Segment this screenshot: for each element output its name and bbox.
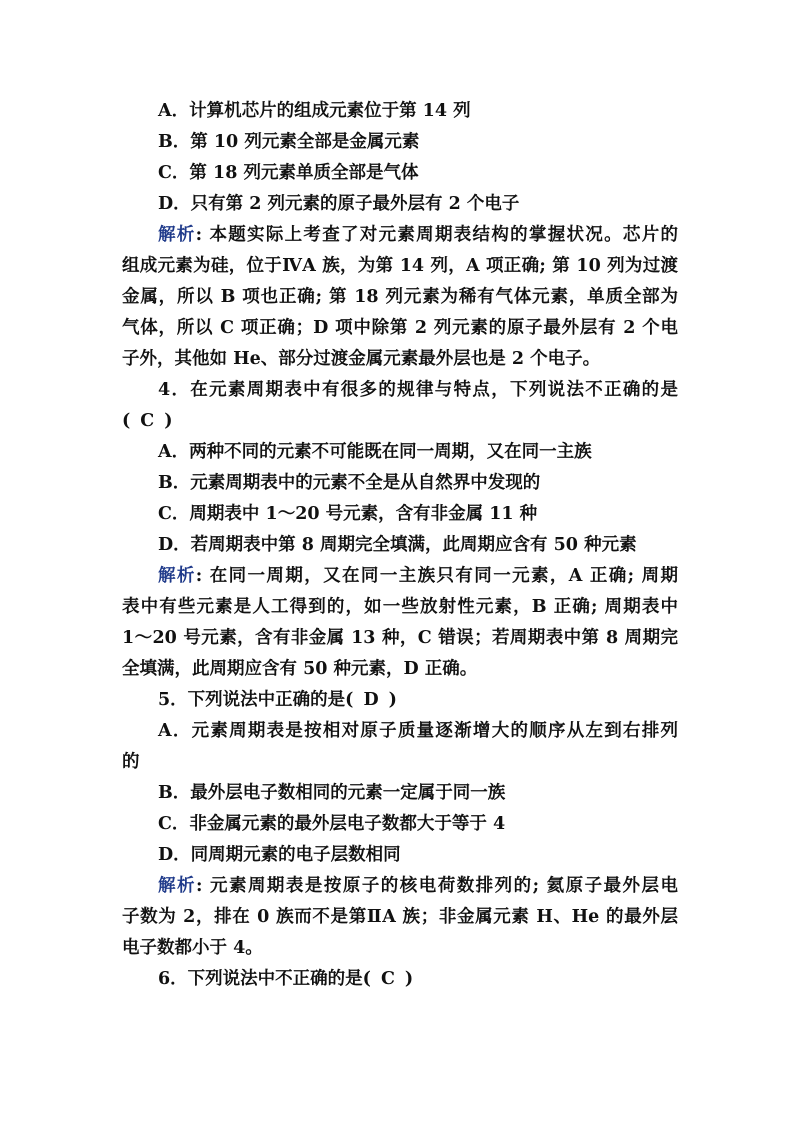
q5-option-b: B．最外层电子数相同的元素一定属于同一族 [158, 783, 506, 803]
q5-stem: 5．下列说法中正确的是( [158, 690, 354, 710]
q4-option-c: C．周期表中 1～20 号元素，含有非金属 11 种 [158, 504, 538, 524]
q5-analysis-text-1: : 元素周期表是按原子的核电荷数排列的; 氦原子最外层电 [195, 876, 679, 896]
q4-answer-open: ( [122, 411, 131, 431]
q3-analysis-line-5: 子外，其他如 He、部分过渡金属元素最外层也是 2 个电子。 [122, 349, 601, 369]
q3-option-d: D．只有第 2 列元素的原子最外层有 2 个电子 [158, 194, 520, 214]
q3-analysis-line-4: 气体，所以 C 项正确；D 项中除第 2 列元素的原子最外层有 2 个电 [122, 318, 678, 338]
q5-stem-line [122, 685, 678, 716]
q5-option-a-line-1: A．元素周期表是按相对原子质量逐渐增大的顺序从左到右排列 [158, 721, 678, 741]
q4-analysis-text-1: : 在同一周期，又在同一主族只有同一元素，A 正确; 周期 [195, 566, 678, 586]
q3-option-b: B．第 10 列元素全部是金属元素 [158, 132, 420, 152]
q5-option-d: D．同周期元素的电子层数相同 [158, 845, 401, 865]
document-body [122, 96, 678, 995]
q5-answer-close: ) [388, 690, 397, 710]
q5-answer: D [363, 690, 379, 710]
q3-analysis-line-1 [122, 220, 678, 251]
q4-answer-line [122, 406, 678, 437]
analysis-label: 解析 [158, 876, 196, 896]
q4-answer: C [140, 411, 155, 431]
q4-analysis-line-1 [122, 561, 678, 592]
q5-analysis-line-3: 电子数都小于 4。 [122, 938, 263, 958]
q6-answer-close: ) [404, 969, 414, 989]
analysis-label: 解析 [158, 225, 196, 245]
q4-analysis-line-4: 全填满，此周期应含有 50 种元素，D 正确。 [122, 659, 478, 679]
analysis-label: 解析 [158, 566, 196, 586]
q5-analysis-line-1 [122, 871, 678, 902]
q5-analysis-line-2: 子数为 2，排在 0 族而不是第ⅡA 族；非金属元素 H、He 的最外层 [122, 907, 678, 927]
q4-option-b: B．元素周期表中的元素不全是从自然界中发现的 [158, 473, 541, 493]
q5-option-a-line-2: 的 [122, 752, 140, 772]
q3-option-a: A．计算机芯片的组成元素位于第 14 列 [158, 101, 471, 121]
q4-analysis-line-2: 表中有些元素是人工得到的，如一些放射性元素，B 正确; 周期表中 [122, 597, 678, 617]
q4-option-d: D．若周期表中第 8 周期完全填满，此周期应含有 50 种元素 [158, 535, 637, 555]
q4-stem: 4．在元素周期表中有很多的规律与特点，下列说法不正确的是 [158, 380, 678, 400]
q4-answer-close: ) [164, 411, 173, 431]
q5-option-c: C．非金属元素的最外层电子数都大于等于 4 [158, 814, 506, 834]
q6-stem-line [122, 964, 678, 995]
q4-option-a: A．两种不同的元素不可能既在同一周期，又在同一主族 [158, 442, 592, 462]
q3-analysis-line-3: 金属，所以 B 项也正确; 第 18 列元素为稀有气体元素，单质全部为 [122, 287, 678, 307]
q3-analysis-line-2: 组成元素为硅，位于ⅣA 族，为第 14 列，A 项正确; 第 10 列为过渡 [122, 256, 678, 276]
q6-answer: C [380, 969, 395, 989]
q3-analysis-text-1: : 本题实际上考查了对元素周期表结构的掌握状况。芯片的 [195, 225, 678, 245]
q6-stem: 6．下列说法中不正确的是( [158, 969, 371, 989]
q3-option-c: C．第 18 列元素单质全部是气体 [158, 163, 419, 183]
q4-analysis-line-3: 1～20 号元素，含有非金属 13 种，C 错误；若周期表中第 8 周期完 [122, 628, 678, 648]
